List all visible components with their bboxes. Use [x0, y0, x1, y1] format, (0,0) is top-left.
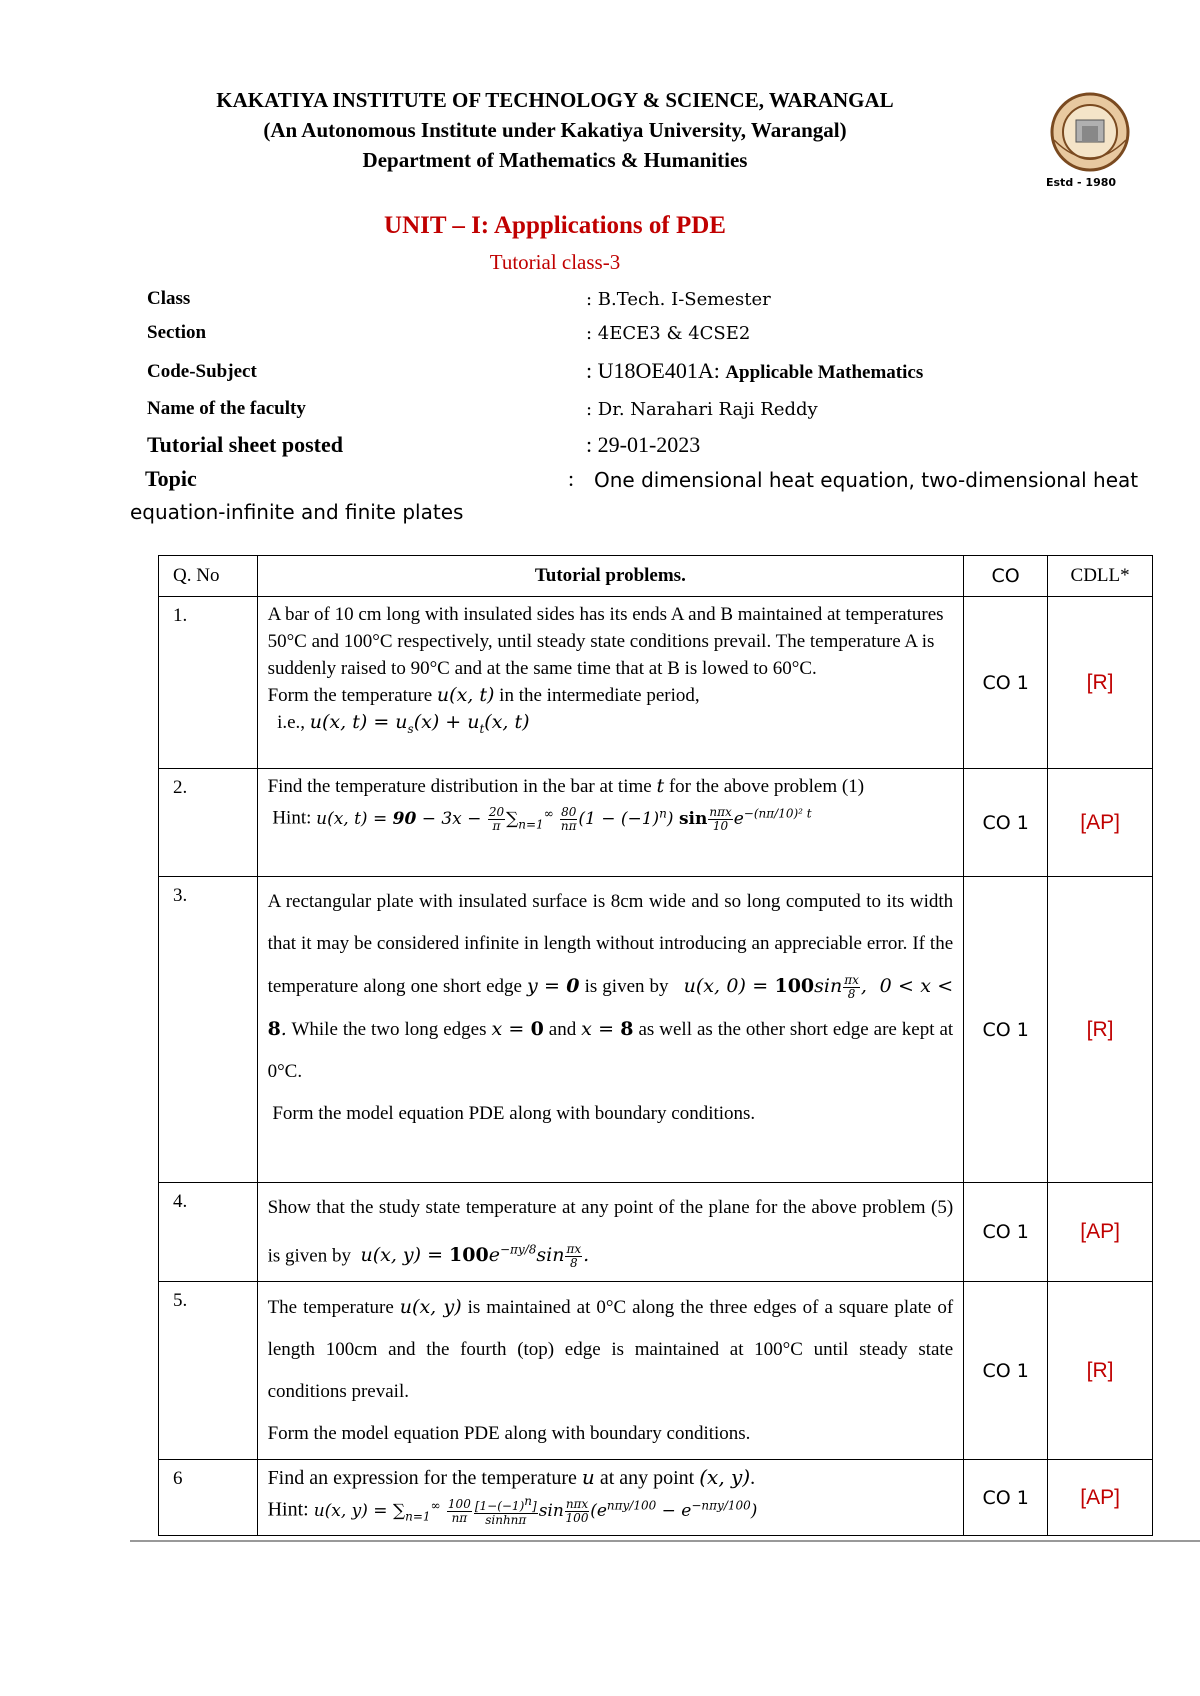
tutorial-title: Tutorial class-3 [489, 250, 621, 274]
section-label: Section [147, 322, 207, 343]
row-problem [257, 769, 964, 877]
problem-text: Show that the study state temperature at any point of the plane for the above problem (5) is given by [267, 1197, 954, 1267]
hint-label: Hint: [267, 1498, 309, 1521]
seal-established: Estd - 1980 [1046, 176, 1117, 189]
topic-colon: : [568, 466, 575, 491]
problem-text: i.e., [277, 712, 306, 733]
code-subject-label: Code-Subject [147, 361, 257, 382]
hint-label: Hint: [272, 807, 312, 829]
problem-text: and [548, 1019, 577, 1040]
row-cdll: [R] [1048, 597, 1153, 769]
hint-formula: u(x, $y) = \sum_{n=1}^\infty$ $\frac{100}{n\pi}$ $\frac{[1-(-1)^n]}{\sinh n\pi}$ sin $\frac{\text{nπx}}{100}$ $(e^{n\pi y/100} - e^{-n\pi y/100})$ [313, 1494, 758, 1528]
problem-text: is maintained at 0°C along the three edges of a square plate of length 100cm and the fourth (top) edge is maintained at 100°C until steady state conditions prevail. [267, 1297, 954, 1403]
math-expression: u(x, y) [399, 1296, 462, 1319]
table-row [159, 1460, 1153, 1536]
problem-text: Form the model equation PDE along with boundary conditions. [267, 1423, 751, 1445]
page-divider [130, 1540, 1200, 1542]
row-cdll: [AP] [1048, 1460, 1153, 1536]
problem-text: While the two long edges [291, 1019, 487, 1040]
problem-text: A rectangular plate with insulated surface is 8cm wide and so long computed to its width that it may be considered infinite in length without introducing an appreciable error. If the temperature along one short edge [267, 891, 954, 997]
topic-label: Topic [145, 466, 197, 491]
table-row [159, 877, 1153, 1183]
table-row [159, 1282, 1153, 1460]
code-subject-value [586, 358, 923, 384]
row-qno: 1. [159, 597, 258, 769]
problem-text: Form the temperature [267, 685, 433, 706]
math-expression: u(x, t) [436, 684, 495, 706]
row-qno: 6 [159, 1460, 258, 1536]
row-co: CO 1 [964, 597, 1048, 769]
institute-name: KAKATIYA INSTITUTE OF TECHNOLOGY & SCIENCE, WARANGAL [216, 88, 894, 112]
row-qno: 4. [159, 1183, 258, 1282]
problem-text: is given by [584, 976, 669, 997]
row-cdll: [R] [1048, 877, 1153, 1183]
row-qno: 5. [159, 1282, 258, 1460]
subject-name: Applicable Mathematics [725, 362, 924, 383]
institute-seal-logo [1040, 90, 1150, 188]
problem-text: in the intermediate period, [499, 685, 700, 706]
topic-value-line2: equation-infinite and finite plates [130, 500, 464, 524]
row-co: CO 1 [964, 1282, 1048, 1460]
faculty-value: : Dr. Narahari Raji Reddy [586, 399, 818, 420]
problem-text: Form the model equation PDE along with boundary conditions. [272, 1103, 756, 1124]
math-expression: x = 0 [491, 1018, 544, 1040]
math-expression: u(x, $t) = u_s(x) + u_t(x$, t) [309, 711, 530, 736]
class-label: Class [147, 288, 191, 309]
topic-value-line1: One dimensional heat equation, two-dimensional heat [594, 468, 1139, 492]
header-co: CO [964, 556, 1048, 597]
row-cdll: [AP] [1048, 1183, 1153, 1282]
table-header-row [159, 556, 1153, 597]
row-co: CO 1 [964, 1460, 1048, 1536]
problem-text: Find an expression for the temperature [267, 1467, 577, 1490]
row-problem [257, 877, 964, 1183]
math-expression: (x, y) [699, 1465, 751, 1490]
table-row [159, 597, 1153, 769]
unit-title: UNIT – I: Appplications of PDE [384, 212, 726, 239]
table-row [159, 769, 1153, 877]
department: Department of Mathematics & Humanities [362, 148, 748, 172]
header-problems: Tutorial problems. [257, 556, 964, 597]
section-value: : 4ECE3 & 4CSE2 [586, 323, 751, 344]
posted-value: : 29-01-2023 [586, 432, 701, 457]
problem-text: Find the temperature distribution in the bar at time [267, 776, 652, 797]
problem-text: A bar of 10 cm long with insulated sides has its ends A and B maintained at temperatures 50°C and 100°C respectively, until steady state conditions prevail. The temperature A is suddenly raised to 90°C and at the same time that at B is lowed to 60°C. [267, 604, 944, 679]
row-co: CO 1 [964, 877, 1048, 1183]
row-cdll: [R] [1048, 1282, 1153, 1460]
row-co: CO 1 [964, 1183, 1048, 1282]
row-problem [257, 1282, 964, 1460]
row-problem [257, 1183, 964, 1282]
problem-text: for the above problem (1) [668, 776, 865, 797]
class-value: : B.Tech. I-Semester [586, 289, 771, 310]
faculty-label: Name of the faculty [147, 398, 306, 419]
header-cdll: CDLL* [1048, 556, 1153, 597]
problem-text: at any point [599, 1467, 695, 1490]
row-qno: 3. [159, 877, 258, 1183]
header-qno: Q. No [159, 556, 258, 597]
math-expression: u(x, $y) = 100e^{-\pi y/8}\sin$ $\frac{\pi x}{8}$ . [360, 1241, 590, 1270]
problem-text: The temperature [267, 1297, 394, 1319]
row-qno: 2. [159, 769, 258, 877]
row-problem: Find an expression for the temperature u at any point (x, y). Hint: u(x, $y) = \sum_{n=1}^\infty$ $\frac{100}{n\pi}$ $\frac{[1-(-1)^n]}{\sinh n\pi}$ sin $\frac{\text{nπx}}{100}$ $(e^{n\pi y/100} - e^{-n\pi y/100})$ [257, 1460, 964, 1536]
tutorial-table [158, 555, 1153, 1536]
hint-formula: u(x, t) = 90 − 3x − $\frac{20}{\pi}$ $\sum_{n=1}^\infty$ $\frac{80}{n\pi}$ $(1 - (-1)^n)$ sin $\frac{\text{nπx}}{10}$ $e^{-(n\pi/10)^2 t}$ [316, 804, 812, 833]
math-expression: t [656, 775, 665, 797]
subject-code: : U18OE401A: [586, 358, 720, 383]
problem-text: as well as the other short edge are kept at 0°C. [267, 1019, 954, 1082]
math-expression: u(x, 0) = 100sin $\frac{\pi x}{8}$ , 0 < x < 8. [267, 972, 954, 1040]
affiliation: (An Autonomous Institute under Kakatiya University, Warangal) [263, 118, 847, 142]
math-expression: u [581, 1465, 595, 1490]
table-row [159, 1183, 1153, 1282]
math-expression: y = 0 [526, 975, 580, 997]
row-co: CO 1 [964, 769, 1048, 877]
row-problem [257, 597, 964, 769]
row-cdll: [AP] [1048, 769, 1153, 877]
posted-label: Tutorial sheet posted [147, 432, 343, 457]
math-expression: x = 8 [581, 1018, 634, 1040]
